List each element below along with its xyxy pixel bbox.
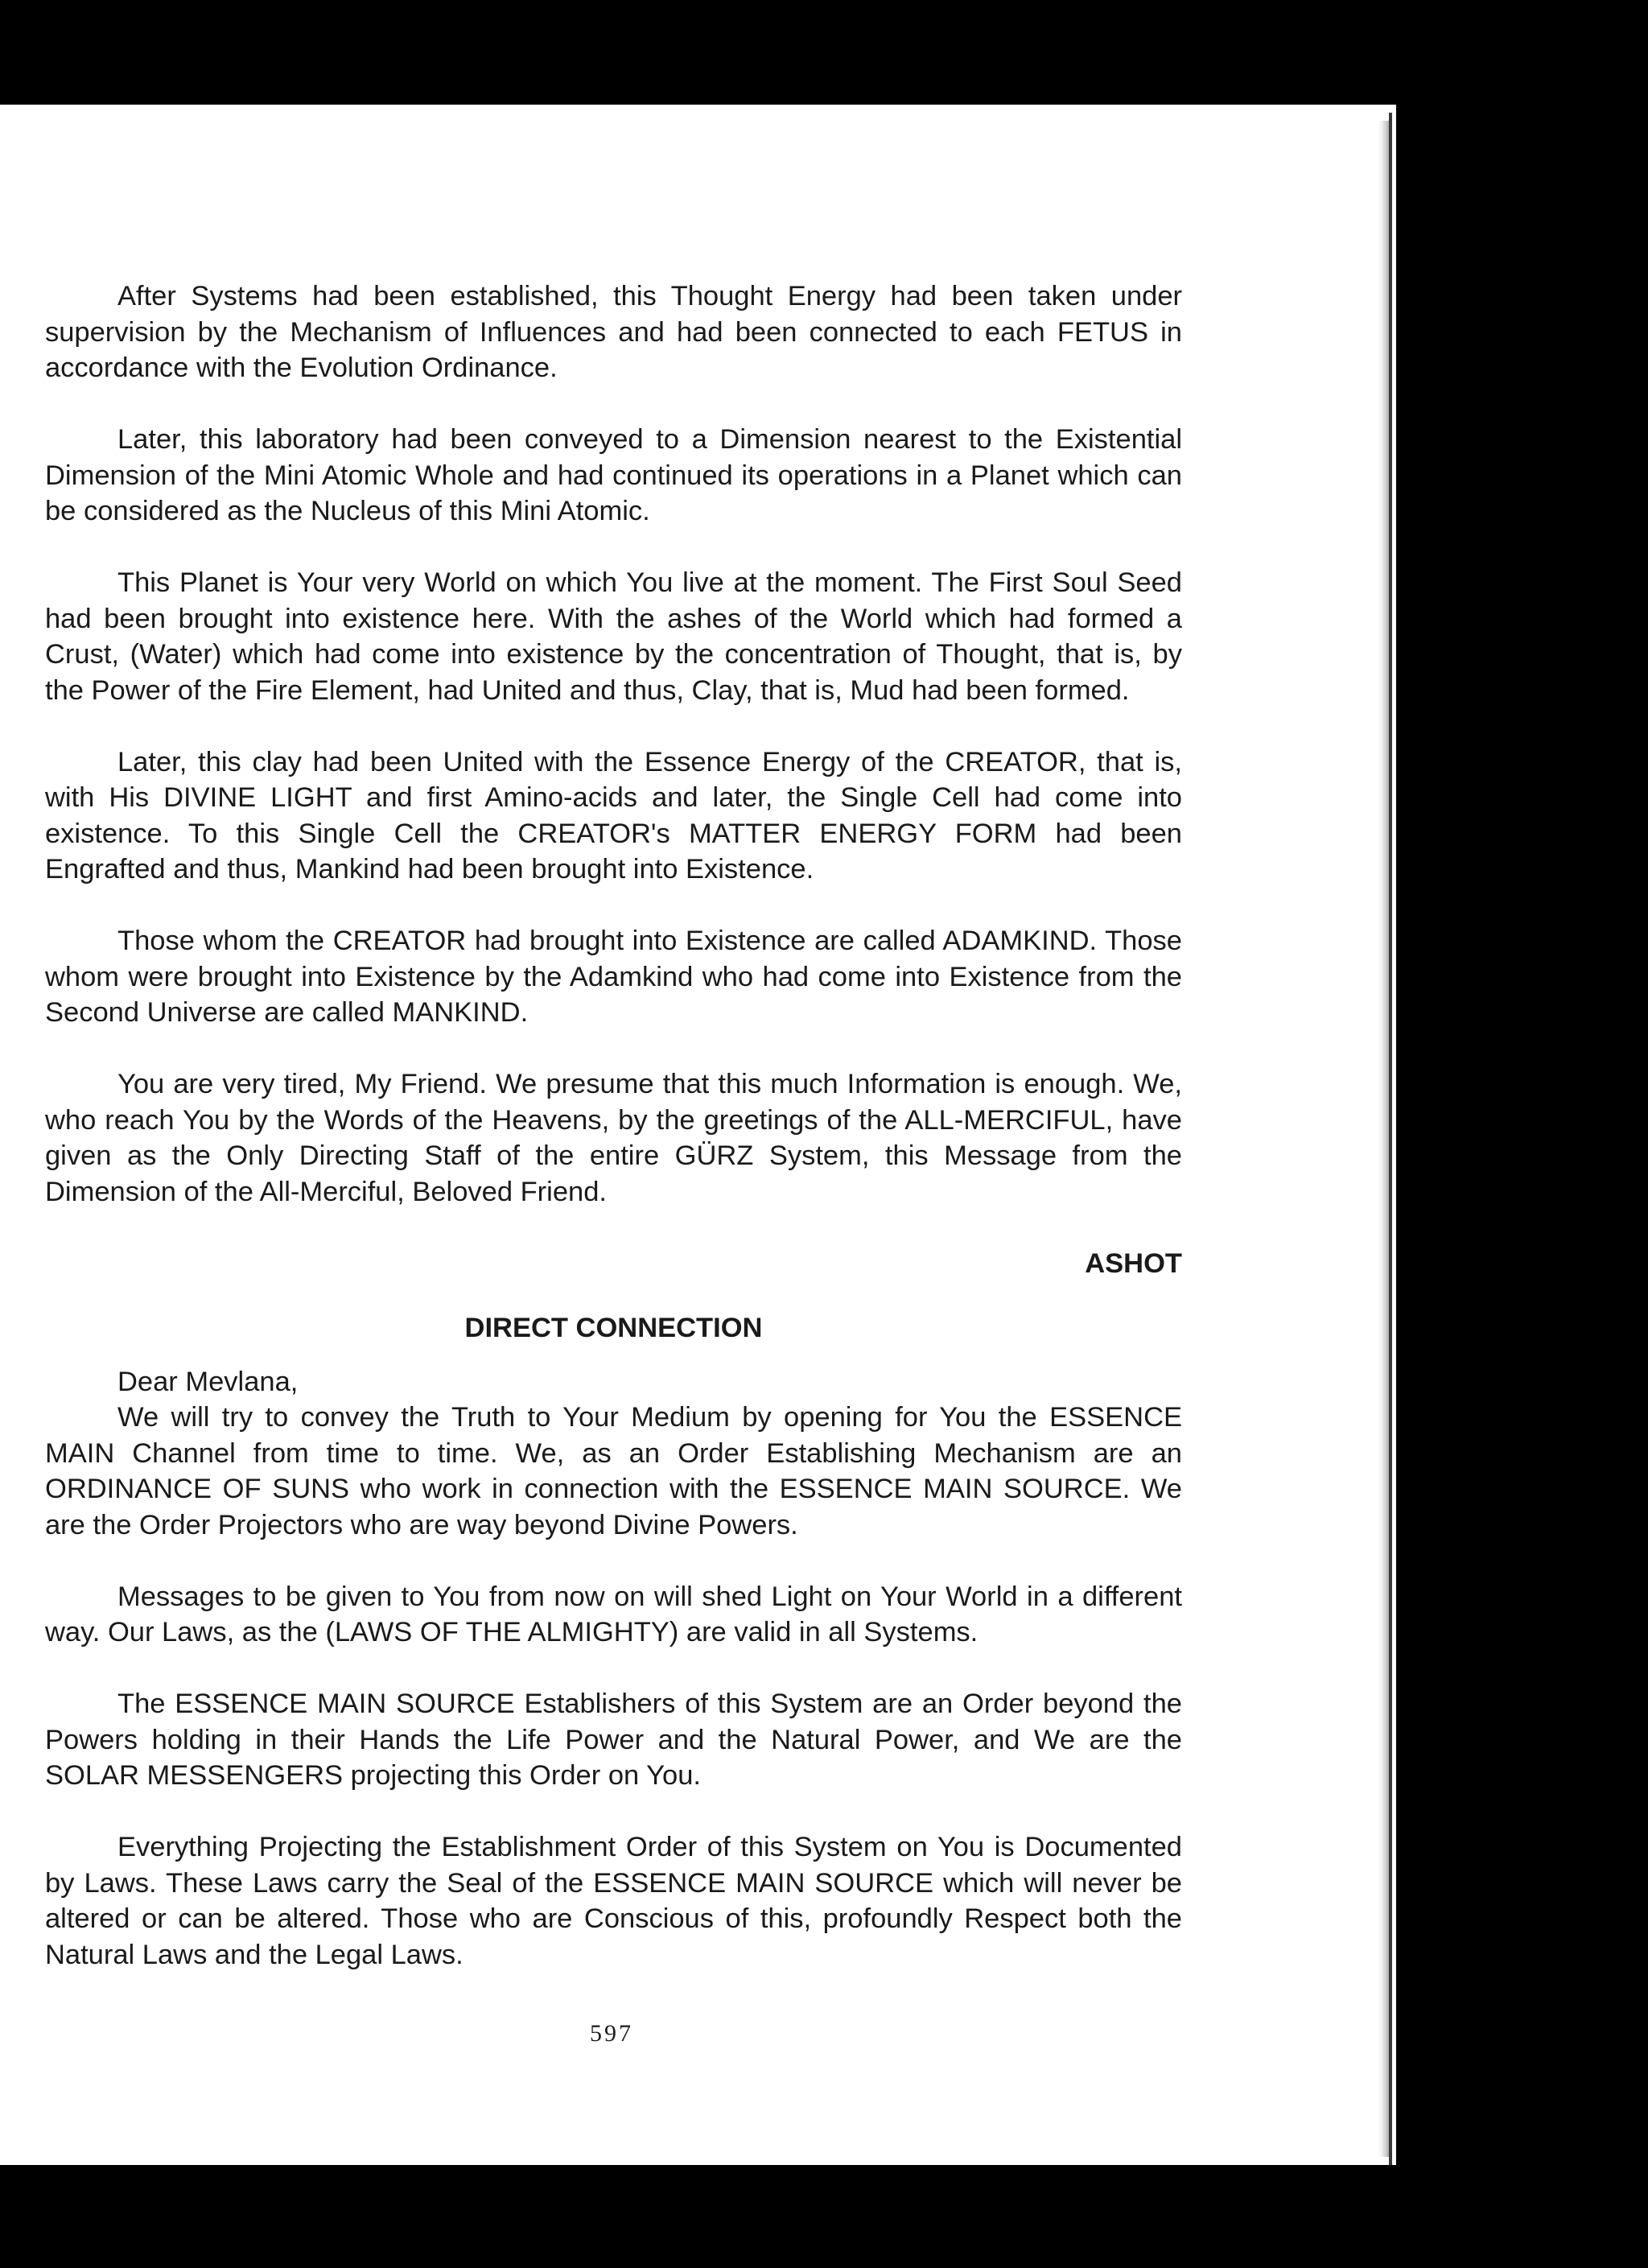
salutation: Dear Mevlana,	[117, 1366, 299, 1397]
paragraph: Messages to be given to You from now on will shed Light on Your World in a different way. Our Laws, as the (LAWS OF THE ALMIGHTY) are valid in all Systems.	[45, 1581, 1182, 1647]
paragraph: You are very tired, My Friend. We presume that this much Information is enough. We, who reach You by the Words of the Heavens, by the greetings of the ALL-MERCIFUL, have given as the Only Directing Staff of the entire GÜRZ System, this Message from the Dimension of the All-Merciful, Beloved Friend.	[45, 1069, 1182, 1207]
paragraph: We will try to convey the Truth to Your Medium by opening for You the ESSENCE MAIN Channel from time to time. We, as an Order Establishing Mechanism are an ORDINANCE OF SUNS who work in connection with the ESSENCE MAIN SOURCE. We are the Order Projectors who are way beyond Divine Powers.	[45, 1402, 1182, 1540]
page-number: 597	[590, 2020, 633, 2047]
signature: ASHOT	[1085, 1247, 1182, 1279]
page-edge-line	[1389, 113, 1392, 2165]
section-heading: DIRECT CONNECTION	[464, 1313, 763, 1343]
paragraph: Everything Projecting the Establishment Order of this System on You is Documented by Laws. These Laws carry the Seal of the ESSENCE MAIN SOURCE which will never be altered or can be altered. Those who are Conscious of this, profoundly Respect both the Natural Laws and the Legal Laws.	[45, 1832, 1182, 1970]
paragraph: Later, this clay had been United with the Essence Energy of the CREATOR, that is, with His DIVINE LIGHT and first Amino-acids and later, the Single Cell had come into existence. To this Single Cell the CREATOR's MATTER ENERGY FORM had been Engrafted and thus, Mankind had been brought into Existence.	[45, 746, 1182, 885]
paragraph: Later, this laboratory had been conveyed to a Dimension nearest to the Existential Dimension of the Mini Atomic Whole and had continued its operations in a Planet which can be considered as the Nucleus of this Mini Atomic.	[45, 424, 1182, 526]
paragraph: This Planet is Your very World on which You live at the moment. The First Soul Seed had been brought into existence here. With the ashes of the World which had formed a Crust, (Water) which had come into existence by the concentration of Thought, that is, by the Power of the Fire Element, had United and thus, Clay, that is, Mud had been formed.	[45, 567, 1182, 706]
paragraph: The ESSENCE MAIN SOURCE Establishers of this System are an Order beyond the Powers holding in their Hands the Life Power and the Natural Power, and We are the SOLAR MESSENGERS projecting this Order on You.	[45, 1689, 1182, 1791]
body-text	[45, 278, 1182, 2009]
paragraph: Those whom the CREATOR had brought into Existence are called ADAMKIND. Those whom were brought into Existence by the Adamkind who had come into Existence from the Second Universe are called MANKIND.	[45, 926, 1182, 1028]
paragraph: After Systems had been established, this Thought Energy had been taken under supervision by the Mechanism of Influences and had been connected to each FETUS in accordance with the Evolution Ordinance.	[45, 281, 1182, 383]
